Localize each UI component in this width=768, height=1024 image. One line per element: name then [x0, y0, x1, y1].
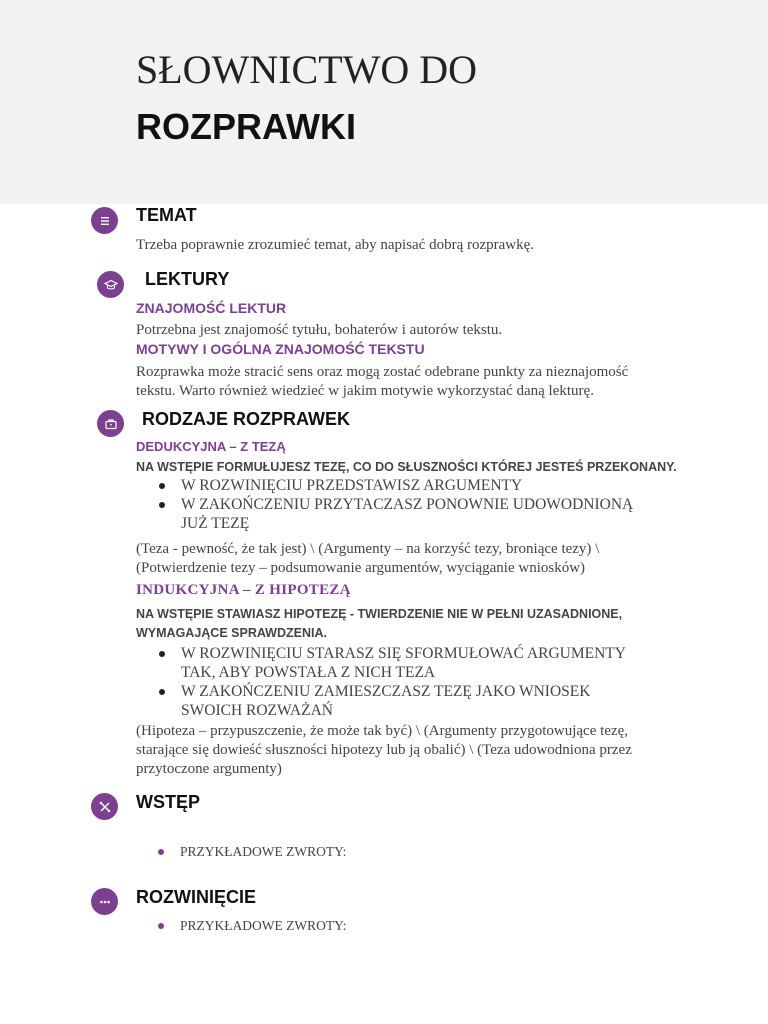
bullet-dot [159, 483, 165, 489]
briefcase-icon [97, 410, 124, 437]
bullet-dot [159, 502, 165, 508]
indukcyjna-bullet-1b: TAK, ABY POWSTAŁA Z NICH TEZA [181, 664, 436, 681]
section-heading-rozwiniecie: ROZWINIĘCIE [136, 887, 256, 907]
indukcyjna-bullet-1a: W ROZWINIĘCIU STARASZ SIĘ SFORMUŁOWAĆ ARGUMENTY [181, 645, 626, 662]
indukcyjna-intro-2: WYMAGAJĄCE SPRAWDZENIA. [136, 626, 327, 640]
dedukcyjna-bullet-2a: W ZAKOŃCZENIU PRZYTACZASZ PONOWNIE UDOWODNIONĄ [181, 496, 634, 513]
title-line-2: ROZPRAWKI [136, 106, 356, 147]
dedukcyjna-title: DEDUKCYJNA – Z TEZĄ [136, 439, 286, 454]
indukcyjna-note-1: (Hipoteza – przypuszczenie, że może tak być) \ (Argumenty przygotowujące tezę, [136, 723, 629, 739]
list-icon [91, 207, 118, 234]
dedukcyjna-bullet-2b: JUŻ TEZĘ [181, 515, 250, 532]
indukcyjna-bullet-2a: W ZAKOŃCZENIU ZAMIESZCZASZ TEZĘ JAKO WNIOSEK [181, 683, 591, 700]
temat-text: Trzeba poprawnie zrozumieć temat, aby napisać dobrą rozprawkę. [136, 237, 535, 253]
section-heading-temat: TEMAT [136, 205, 197, 225]
section-heading-wstep: WSTĘP [136, 792, 201, 812]
document-header [0, 0, 768, 204]
lektury-text-2a: Rozprawka może stracić sens oraz mogą zostać odebrane punkty za nieznajomość [136, 364, 629, 380]
bullet-dot [159, 651, 165, 657]
bullet-dot [158, 849, 164, 855]
dedukcyjna-note-1: (Teza - pewność, że tak jest) \ (Argumenty – na korzyść tezy, broniące tezy) \ [136, 541, 600, 557]
bullet-dot [159, 689, 165, 695]
lektury-sub-1: ZNAJOMOŚĆ LEKTUR [136, 300, 287, 316]
lektury-sub-2: MOTYWY I OGÓLNA ZNAJOMOŚĆ TEKSTU [136, 341, 425, 357]
dedukcyjna-note-2: (Potwierdzenie tezy – podsumowanie argumentów, wyciąganie wniosków) [136, 560, 586, 576]
indukcyjna-bullet-2b: SWOICH ROZWAŻAŃ [181, 702, 333, 719]
indukcyjna-title: INDUKCYJNA – Z HIPOTEZĄ [136, 582, 351, 598]
tools-icon [91, 793, 118, 820]
graduation-cap-icon [97, 271, 124, 298]
bullet-dot [158, 923, 164, 929]
lektury-text-2b: tekstu. Warto również wiedzieć w jakim motywie wykorzystać daną lekturę. [136, 383, 594, 399]
section-heading-rodzaje: RODZAJE ROZPRAWEK [142, 409, 351, 429]
dedukcyjna-bullet-1: W ROZWINIĘCIU PRZEDSTAWISZ ARGUMENTY [181, 477, 523, 494]
lektury-text-1: Potrzebna jest znajomość tytułu, bohaterów i autorów tekstu. [136, 322, 503, 338]
indukcyjna-note-3: przytoczone argumenty) [136, 761, 282, 777]
rozwiniecie-bullet: PRZYKŁADOWE ZWROTY: [180, 918, 347, 933]
more-dots-icon [91, 888, 118, 915]
indukcyjna-note-2: starające się dowieść słuszności hipotezy lub ją obalić) \ (Teza udowodniona przez [136, 742, 632, 758]
section-heading-lektury: LEKTURY [145, 269, 230, 289]
indukcyjna-intro-1: NA WSTĘPIE STAWIASZ HIPOTEZĘ - TWIERDZENIE NIE W PEŁNI UZASADNIONE, [136, 607, 623, 621]
title-line-1: SŁOWNICTWO DO [136, 47, 478, 92]
wstep-bullet: PRZYKŁADOWE ZWROTY: [180, 844, 347, 859]
dedukcyjna-intro: NA WSTĘPIE FORMUŁUJESZ TEZĘ, CO DO SŁUSZNOŚCI KTÓREJ JESTEŚ PRZEKONANY. [136, 460, 677, 474]
